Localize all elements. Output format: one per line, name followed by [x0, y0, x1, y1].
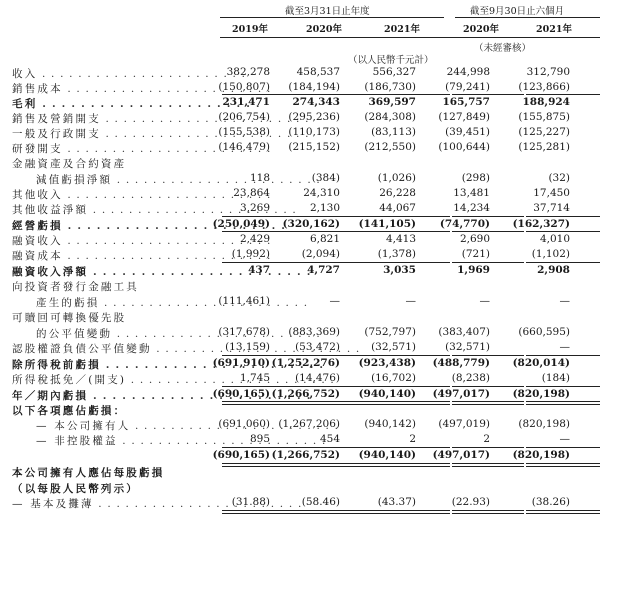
header-rule-fy	[220, 17, 444, 18]
total-rule	[372, 216, 450, 217]
row-value: (284,308)	[364, 111, 416, 123]
row-value: (150,807)	[218, 81, 270, 93]
row-value: (83,113)	[371, 126, 416, 138]
row-value: (940,140)	[358, 449, 416, 461]
row-value: 2	[409, 433, 416, 445]
row-label: — 本公司擁有人 . . .	[36, 418, 339, 433]
header-rule-6m	[455, 17, 600, 18]
row-value: (53,472)	[295, 341, 340, 353]
total-rule	[452, 386, 524, 387]
total-rule	[526, 447, 600, 448]
row-value: 37,714	[533, 202, 570, 214]
row-value: 231,471	[222, 96, 270, 108]
row-value: (100,644)	[438, 141, 490, 153]
row-label: — 非控股權益 . . .	[36, 433, 326, 448]
total-rule	[526, 231, 600, 232]
row-value: (14,476)	[295, 372, 340, 384]
row-value: (1,266,752)	[271, 388, 340, 400]
total-rule	[296, 216, 376, 217]
row-value: (155,875)	[518, 111, 570, 123]
row-label: 認股權證負債公平值變動 . . .	[12, 341, 360, 356]
total-rule	[526, 216, 600, 217]
double-rule	[372, 463, 450, 467]
row-value: (146,479)	[218, 141, 270, 153]
row-label: 所得稅抵免／(開支) . . .	[12, 372, 335, 387]
row-value: (184,194)	[288, 81, 340, 93]
row-label: 融資收入 . . .	[12, 233, 272, 248]
total-rule	[452, 355, 524, 356]
row-value: —	[559, 341, 570, 353]
row-value: (1,266,752)	[271, 449, 340, 461]
row-value: (39,451)	[445, 126, 490, 138]
row-value: 1,969	[457, 264, 490, 276]
total-rule	[526, 94, 600, 95]
row-value: —	[405, 295, 416, 307]
row-value: 4,010	[539, 233, 570, 245]
row-label: 銷售及營銷開支 . . .	[12, 111, 310, 126]
row-value: 23,864	[233, 187, 270, 199]
total-rule	[296, 94, 376, 95]
row-label: 毛利 . . .	[12, 96, 261, 111]
row-value: (1,102)	[531, 248, 570, 260]
row-value: (79,241)	[445, 81, 490, 93]
statement-row	[0, 66, 630, 80]
row-value: 2,690	[459, 233, 490, 245]
row-value: 2,429	[239, 233, 270, 245]
row-label: 一般及行政開支 . . .	[12, 126, 310, 141]
statement-row	[0, 111, 630, 125]
double-rule	[296, 401, 376, 405]
statement-row	[0, 388, 630, 402]
row-value: (1,378)	[377, 248, 416, 260]
statement-row	[0, 496, 630, 510]
total-rule	[222, 94, 302, 95]
total-rule	[372, 94, 450, 95]
row-value: (13,159)	[225, 341, 270, 353]
row-value: (317,678)	[218, 326, 270, 338]
double-rule	[372, 401, 450, 405]
row-value: 2,908	[537, 264, 570, 276]
statement-row	[0, 326, 630, 340]
statement-row	[0, 279, 630, 293]
row-value: 458,537	[296, 66, 340, 78]
row-value: (162,327)	[512, 218, 570, 230]
row-value: (184)	[541, 372, 570, 384]
row-value: (32,571)	[371, 341, 416, 353]
year-2019: 2019年	[232, 24, 268, 35]
statement-row	[0, 341, 630, 355]
row-value: 244,998	[446, 66, 490, 78]
total-rule	[372, 231, 450, 232]
header-fiscal-year: 截至3月31日止年度	[285, 6, 370, 17]
total-rule	[526, 386, 600, 387]
row-value: 6,821	[309, 233, 340, 245]
row-value: —	[479, 295, 490, 307]
row-value: (125,227)	[518, 126, 570, 138]
row-value: 14,234	[453, 202, 490, 214]
total-rule	[296, 355, 376, 356]
row-label: — 基本及攤薄 . . .	[12, 496, 302, 511]
total-rule	[296, 386, 376, 387]
row-value: 44,067	[379, 202, 416, 214]
double-rule	[222, 510, 302, 514]
total-rule	[452, 231, 524, 232]
row-value: (125,281)	[518, 141, 570, 153]
year-2021-h1: 2021年	[536, 24, 572, 35]
total-rule	[222, 216, 302, 217]
double-rule	[452, 401, 524, 405]
row-value: (43.37)	[377, 496, 416, 508]
total-rule	[296, 447, 376, 448]
row-value: (123,866)	[518, 81, 570, 93]
row-value: 4,413	[385, 233, 416, 245]
row-value: (22.93)	[451, 496, 490, 508]
row-label: 產生的虧損 . . .	[36, 295, 308, 310]
row-value: 312,790	[526, 66, 570, 78]
header-six-months: 截至9月30日止六個月	[470, 6, 565, 17]
row-value: (940,140)	[358, 388, 416, 400]
row-label: 經營虧損 . . .	[12, 218, 286, 233]
row-value: (752,797)	[364, 326, 416, 338]
row-value: 2	[483, 433, 490, 445]
row-value: (58.46)	[301, 496, 340, 508]
statement-row	[0, 433, 630, 447]
row-label: 以下各項應佔虧損：	[12, 405, 127, 417]
total-rule	[372, 355, 450, 356]
row-value: (660,595)	[518, 326, 570, 338]
row-value: (16,702)	[371, 372, 416, 384]
row-label: 銷售成本 . . .	[12, 81, 272, 96]
row-value: (691,060)	[218, 418, 270, 430]
row-value: 13,481	[453, 187, 490, 199]
row-label: 收入 . . .	[12, 66, 246, 81]
row-value: 165,757	[442, 96, 490, 108]
row-value: 188,924	[522, 96, 570, 108]
double-rule	[372, 510, 450, 514]
row-value: (690,165)	[212, 449, 270, 461]
row-value: (820,198)	[512, 388, 570, 400]
double-rule	[222, 463, 302, 467]
total-rule	[222, 386, 302, 387]
total-rule	[372, 447, 450, 448]
row-label: 本公司擁有人應佔每股虧損	[12, 467, 165, 479]
row-value: (820,198)	[518, 418, 570, 430]
row-label: 其他收入 . . .	[12, 187, 272, 202]
statement-row	[0, 248, 630, 262]
row-value: 26,228	[379, 187, 416, 199]
row-value: (206,754)	[218, 111, 270, 123]
row-value: 3,035	[383, 264, 416, 276]
year-2020-h1: 2020年	[463, 24, 499, 35]
row-value: 24,310	[303, 187, 340, 199]
row-value: (820,014)	[512, 357, 570, 369]
row-value: (32)	[548, 172, 570, 184]
row-label: 融資收入淨額 . . .	[12, 264, 312, 279]
statement-row	[0, 126, 630, 140]
row-value: (2,094)	[301, 248, 340, 260]
row-value: 556,327	[372, 66, 416, 78]
row-value: (74,770)	[439, 218, 490, 230]
total-rule	[296, 231, 376, 232]
total-rule	[372, 386, 450, 387]
total-rule	[526, 262, 600, 263]
row-value: (690,165)	[212, 388, 270, 400]
row-value: 454	[319, 433, 340, 445]
double-rule	[452, 510, 524, 514]
row-label: （以每股人民幣列示）	[12, 483, 139, 495]
statement-row	[0, 465, 630, 479]
row-label: 可贖回可轉換優先股	[12, 312, 127, 324]
total-rule	[526, 355, 600, 356]
row-label: 年／期內虧損 . . .	[12, 388, 312, 403]
total-rule	[452, 216, 524, 217]
row-value: (1,026)	[377, 172, 416, 184]
row-value: (127,849)	[438, 111, 490, 123]
statement-row	[0, 96, 630, 110]
row-value: (298)	[461, 172, 490, 184]
total-rule	[296, 262, 376, 263]
row-value: (32,571)	[445, 341, 490, 353]
row-label: 金融資產及合約資產	[12, 158, 127, 170]
row-value: (295,236)	[288, 111, 340, 123]
statement-row	[0, 233, 630, 247]
row-value: —	[559, 433, 570, 445]
statement-row	[0, 264, 630, 278]
row-value: (940,142)	[364, 418, 416, 430]
row-label: 減值虧損淨額 . . .	[36, 172, 321, 187]
double-rule	[296, 463, 376, 467]
row-value: (691,910)	[212, 357, 270, 369]
row-label: 研發開支 . . .	[12, 141, 272, 156]
row-value: —	[329, 295, 340, 307]
statement-row	[0, 187, 630, 201]
row-label: 其他收益淨額 . . .	[12, 202, 297, 217]
row-value: (8,238)	[451, 372, 490, 384]
row-value: 369,597	[368, 96, 416, 108]
row-value: (497,017)	[432, 449, 490, 461]
row-value: 2,130	[309, 202, 340, 214]
row-value: (497,017)	[432, 388, 490, 400]
total-rule	[452, 94, 524, 95]
statement-row	[0, 403, 630, 417]
statement-row	[0, 357, 630, 371]
statement-row	[0, 449, 630, 463]
total-rule	[222, 231, 302, 232]
row-value: (1,252,276)	[271, 357, 340, 369]
row-value: (721)	[461, 248, 490, 260]
row-label: 除所得稅前虧損 . . .	[12, 357, 324, 372]
statement-row	[0, 81, 630, 95]
double-rule	[526, 401, 600, 405]
row-value: 437	[248, 264, 270, 276]
row-value: (38.26)	[531, 496, 570, 508]
row-value: (1,992)	[231, 248, 270, 260]
total-rule	[222, 447, 302, 448]
row-value: 17,450	[533, 187, 570, 199]
row-value: (923,438)	[358, 357, 416, 369]
total-rule	[222, 355, 302, 356]
statement-row	[0, 481, 630, 495]
unaudited-note: （未經審核）	[474, 43, 532, 54]
total-rule	[372, 262, 450, 263]
row-value: (215,152)	[288, 141, 340, 153]
total-rule	[222, 262, 302, 263]
statement-row	[0, 295, 630, 309]
total-rule	[452, 262, 524, 263]
double-rule	[452, 463, 524, 467]
statement-row	[0, 418, 630, 432]
row-value: (1,267,206)	[278, 418, 340, 430]
year-2021: 2021年	[384, 24, 420, 35]
row-value: (212,550)	[364, 141, 416, 153]
double-rule	[296, 510, 376, 514]
row-value: 3,269	[239, 202, 270, 214]
row-value: 274,343	[292, 96, 340, 108]
row-value: (141,105)	[358, 218, 416, 230]
statement-row	[0, 218, 630, 232]
row-value: 118	[249, 172, 270, 184]
statement-row	[0, 156, 630, 170]
row-value: (110,173)	[288, 126, 340, 138]
statement-row	[0, 310, 630, 324]
statement-row	[0, 372, 630, 386]
row-value: (155,538)	[218, 126, 270, 138]
row-value: 895	[249, 433, 270, 445]
double-rule	[222, 401, 302, 405]
year-rule	[220, 37, 600, 38]
row-value: (488,779)	[432, 357, 490, 369]
row-value: (497,019)	[438, 418, 490, 430]
double-rule	[526, 510, 600, 514]
unit-note: （以人民幣千元計）	[348, 55, 434, 66]
double-rule	[526, 463, 600, 467]
row-value: 1,745	[239, 372, 270, 384]
row-value: 4,727	[307, 264, 340, 276]
row-value: (111,461)	[218, 295, 270, 307]
year-2020: 2020年	[306, 24, 342, 35]
row-label: 的公平值變動 . . .	[36, 326, 321, 341]
row-value: (320,162)	[282, 218, 340, 230]
statement-row	[0, 141, 630, 155]
statement-row	[0, 202, 630, 216]
row-value: (186,730)	[364, 81, 416, 93]
row-label: 向投資者發行金融工具	[12, 281, 139, 293]
row-value: 382,278	[226, 66, 270, 78]
row-value: (384)	[311, 172, 340, 184]
statement-row	[0, 172, 630, 186]
row-value: (883,369)	[288, 326, 340, 338]
row-value: —	[559, 295, 570, 307]
row-label: 融資成本 . . .	[12, 248, 272, 263]
row-value: (383,407)	[438, 326, 490, 338]
row-value: (820,198)	[512, 449, 570, 461]
row-value: (31.88)	[231, 496, 270, 508]
row-value: (250,049)	[212, 218, 270, 230]
total-rule	[452, 447, 524, 448]
